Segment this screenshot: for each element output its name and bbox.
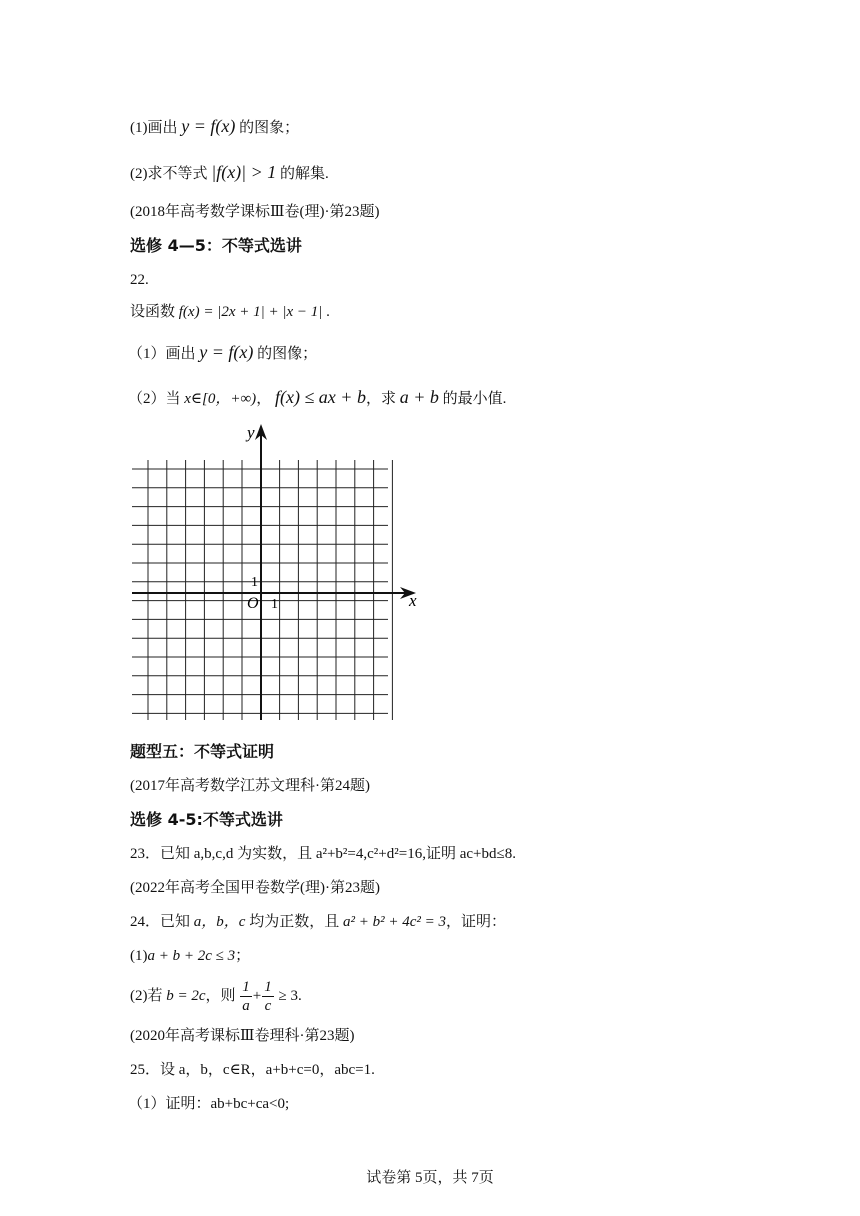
unit-x-label: 1 [271,597,278,612]
math-fx-def: f(x) = |2x + 1| + |x − 1| [178,304,323,320]
source-2018: (2018年高考数学课标Ⅲ卷(理)·第23题) [130,204,380,220]
q21-part1: (1)画出 y = f(x) 的图象； [130,116,300,136]
math-constraint: a² + b² + 4c² = 3 [342,914,446,930]
source-2022: (2022年高考全国甲卷数学(理)·第23题) [130,880,380,896]
math-abc: a，b，c [193,914,246,930]
math-b-eq-2c: b = 2c [166,988,206,1004]
heading-type5: 题型五：不等式证明 [130,742,275,761]
q25-part1: （1）证明：ab+bc+ca<0; [128,1096,290,1112]
q24-stem: 24．已知 a，b，c 均为正数，且 a² + b² + 4c² = 3，证明： [130,914,506,930]
math-fx-le: f(x) ≤ ax + b [274,387,366,407]
section-heading-45a: 选修 4—5：不等式选讲 [130,236,302,255]
q22-stem: 设函数 f(x) = |2x + 1| + |x − 1| . [130,304,330,320]
source-2020: (2020年高考课标Ⅲ卷理科·第23题) [130,1028,355,1044]
q25: 25．设 a，b，c∈R，a+b+c=0，abc=1. [130,1062,375,1078]
y-axis-label: y [247,423,255,442]
math-y-eq-fx: y = f(x) [181,116,236,136]
origin-label: O [247,595,259,612]
x-axis-label: x [409,591,417,610]
q22-part2: （2）当 x∈[0，+∞)， f(x) ≤ ax + b，求 a + b 的最小值. [128,387,507,407]
math-y-eq-fx-2: y = f(x) [199,342,254,362]
q21-part2: (2)求不等式 |f(x)| > 1 的解集. [130,162,329,182]
q22-part1: （1）画出 y = f(x) 的图像； [128,342,318,362]
section-heading-45b: 选修 4-5:不等式选讲 [130,810,283,829]
math-x-in: x∈[0，+∞) [184,391,257,407]
q24-part1: (1)a + b + 2c ≤ 3； [130,948,251,964]
math-a-plus-b: a + b [399,387,439,407]
page-footer: 试卷第 5页，共 7页 [366,1170,494,1186]
unit-y-label: 1 [251,575,258,590]
coordinate-grid-figure [120,420,430,730]
math-ineq1: a + b + 2c ≤ 3 [147,948,236,964]
source-2017: (2017年高考数学江苏文理科·第24题) [130,778,370,794]
math-abs-fx-gt-1: |f(x)| > 1 [211,162,277,182]
fraction-1-over-a: $\frac{1}{a}$ [242,979,250,1015]
q24-part2: (2)若 b = 2c，则 $\frac{1}{a}$ + $\frac{1}{c}$ ≥ 3. [130,979,302,1015]
q22-number: 22. [130,272,149,288]
q23: 23．已知 a,b,c,d 为实数，且 a²+b²=4,c²+d²=16,证明 ac+bd≤8. [130,846,516,862]
fraction-1-over-c: $\frac{1}{c}$ [264,979,272,1015]
